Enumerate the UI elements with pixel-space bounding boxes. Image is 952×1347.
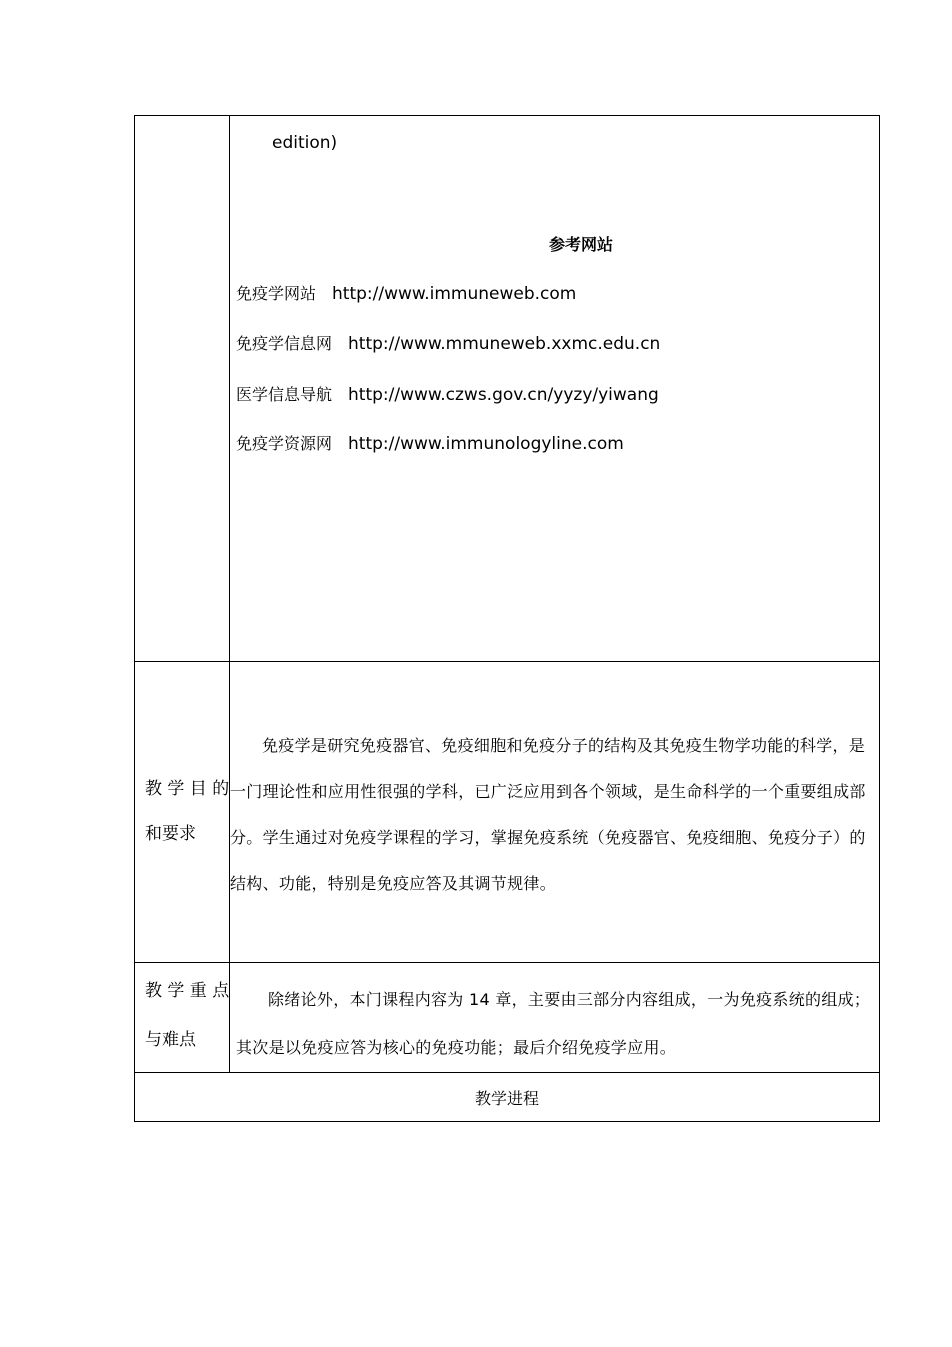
website-name: 免疫学资源网	[236, 434, 333, 453]
focus-label-line1: 教 学 重 点	[145, 981, 230, 1001]
progress-title: 教学进程	[135, 1073, 880, 1122]
objectives-label-line2: 和要求	[145, 824, 196, 844]
references-label-cell	[135, 116, 230, 662]
website-url: http://www.immunologyline.com	[348, 434, 624, 454]
objectives-content-cell	[230, 662, 880, 963]
website-entry	[236, 331, 660, 354]
references-heading: 参考网站	[548, 235, 613, 254]
focus-row	[135, 963, 880, 1073]
website-name: 免疫学网站	[236, 284, 317, 303]
focus-label-line2: 与难点	[145, 1030, 196, 1050]
focus-label-cell	[135, 963, 230, 1073]
edition-fragment: edition)	[272, 133, 338, 153]
website-name: 医学信息导航	[236, 385, 333, 404]
course-syllabus-table	[134, 115, 880, 1122]
objectives-label-cell	[135, 662, 230, 963]
website-entry	[236, 382, 659, 405]
references-content-cell	[230, 116, 880, 662]
focus-content-cell	[230, 963, 880, 1073]
references-row	[135, 116, 880, 662]
website-url: http://www.immuneweb.com	[332, 284, 577, 304]
website-name: 免疫学信息网	[236, 334, 333, 353]
website-entry	[236, 431, 624, 454]
focus-text: 除绪论外，本门课程内容为 14 章，主要由三部分内容组成，一为免疫系统的组成；其次是以免疫应答为核心的免疫功能；最后介绍免疫学应用。	[236, 990, 871, 1057]
website-url: http://www.czws.gov.cn/yyzy/yiwang	[348, 385, 659, 405]
progress-row	[135, 1073, 880, 1122]
website-url: http://www.mmuneweb.xxmc.edu.cn	[348, 334, 661, 354]
objectives-label-line1: 教 学 目 的	[145, 779, 230, 799]
website-entry	[236, 281, 576, 304]
objectives-row	[135, 662, 880, 963]
objectives-text: 免疫学是研究免疫器官、免疫细胞和免疫分子的结构及其免疫生物学功能的科学，是一门理论性和应用性很强的学科，已广泛应用到各个领域，是生命科学的一个重要组成部分。学生通过对免疫学课程的学习，掌握免疫系统（免疫器官、免疫细胞、免疫分子）的结构、功能，特别是免疫应答及其调节规律。	[230, 736, 866, 893]
